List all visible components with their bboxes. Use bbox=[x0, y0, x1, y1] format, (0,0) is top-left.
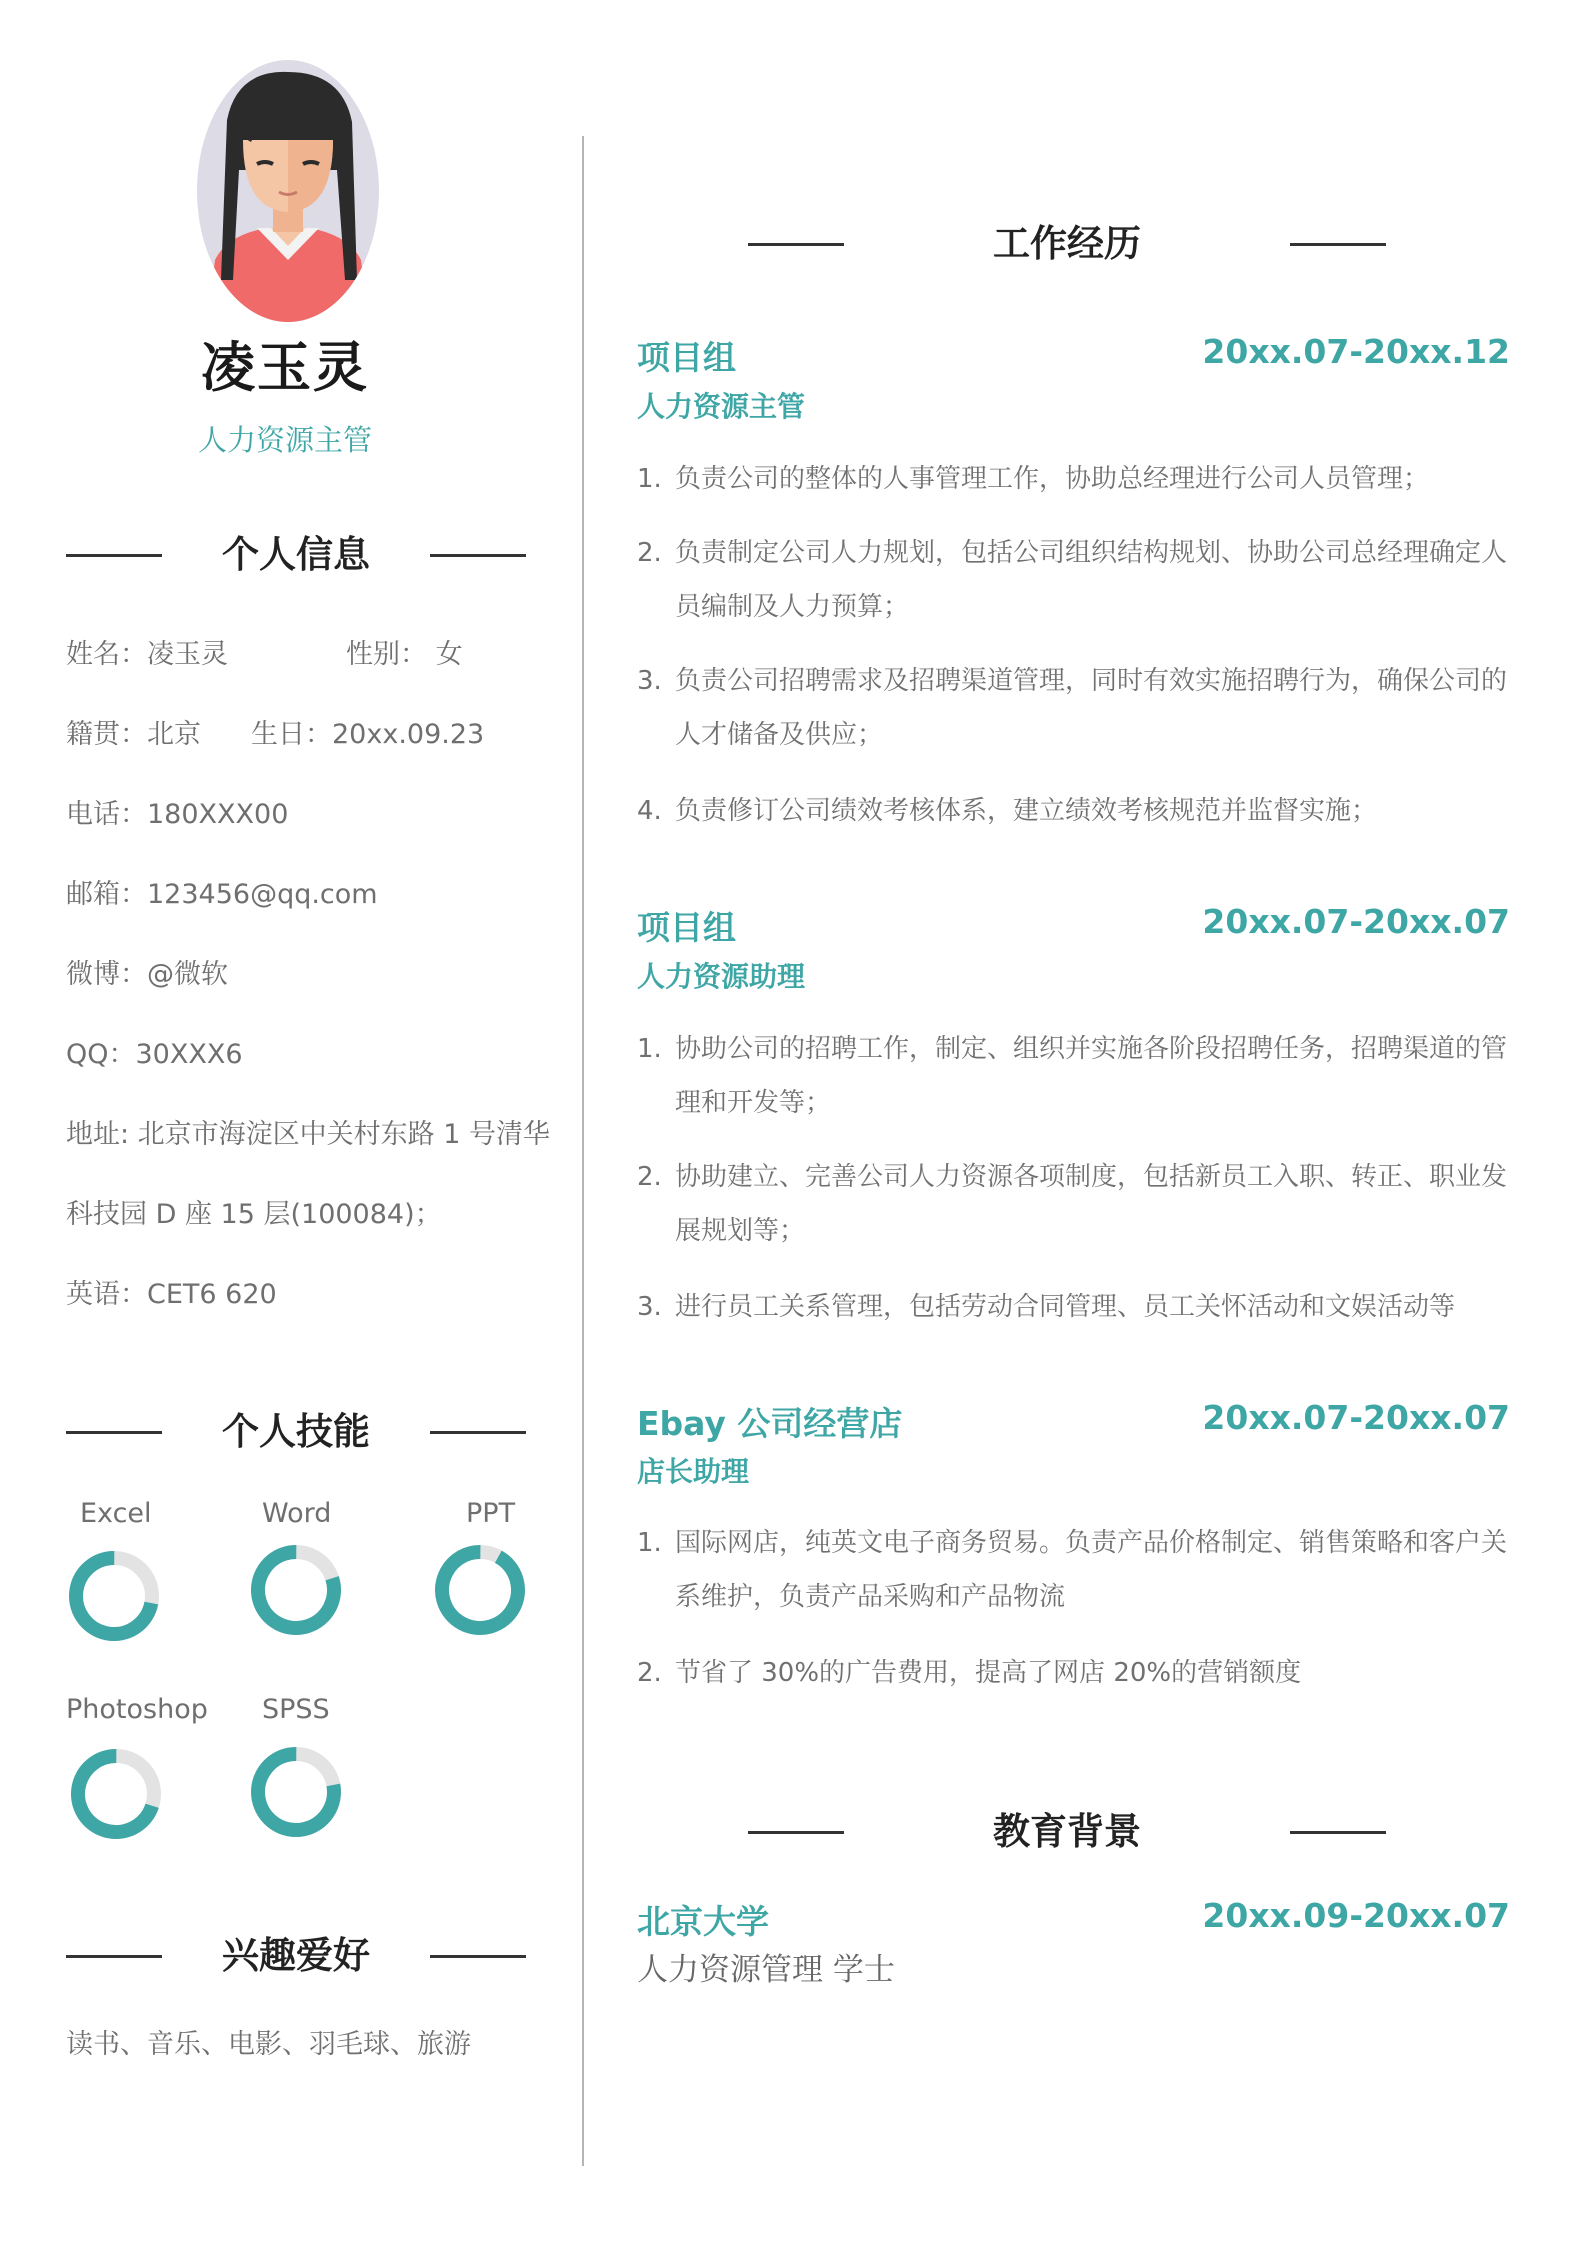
duty-text: 节省了 30%的广告费用，提高了网店 20%的营销额度 bbox=[675, 1658, 1302, 1688]
duty-text: 国际网店，纯英文电子商务贸易。负责产品价格制定、销售策略和客户关系维护，负责产品采购和产品物流 bbox=[675, 1528, 1508, 1612]
job-duty bbox=[637, 784, 1517, 838]
job-date: 20xx.07-20xx.12 bbox=[1202, 332, 1510, 371]
duty-number: 3. bbox=[637, 1292, 662, 1322]
duty-text: 负责公司的整体的人事管理工作，协助总经理进行公司人员管理； bbox=[675, 464, 1430, 494]
skill-ring-ppt bbox=[432, 1542, 528, 1638]
header-dash bbox=[430, 554, 526, 557]
info-native: 籍贯：北京 bbox=[66, 719, 201, 750]
avatar bbox=[197, 60, 379, 322]
duty-text: 负责公司招聘需求及招聘渠道管理，同时有效实施招聘行为，确保公司的人才储备及供应； bbox=[675, 666, 1508, 750]
skill-label-ppt: PPT bbox=[466, 1498, 516, 1529]
job-duty bbox=[637, 452, 1517, 506]
skill-label-photoshop: Photoshop bbox=[66, 1694, 208, 1725]
edu-major: 人力资源管理 学士 bbox=[637, 1952, 895, 1988]
left-column bbox=[0, 0, 582, 2245]
person-role: 人力资源主管 bbox=[197, 423, 372, 457]
info-gender: 性别： 女 bbox=[346, 639, 463, 670]
section-title: 个人信息 bbox=[222, 533, 370, 576]
duty-number: 3. bbox=[637, 666, 662, 696]
header-dash bbox=[430, 1431, 526, 1434]
job-title: 人力资源主管 bbox=[637, 390, 806, 423]
job-title: 店长助理 bbox=[637, 1455, 750, 1488]
job-duty bbox=[637, 1280, 1517, 1334]
job-title: 人力资源助理 bbox=[637, 960, 806, 993]
job-date: 20xx.07-20xx.07 bbox=[1202, 902, 1510, 941]
header-dash bbox=[1290, 243, 1386, 246]
skill-ring-fill bbox=[432, 1542, 528, 1638]
duty-number: 2. bbox=[637, 1658, 662, 1688]
job-duty bbox=[637, 526, 1517, 634]
duty-text: 协助建立、完善公司人力资源各项制度，包括新员工入职、转正、职业发展规划等； bbox=[675, 1162, 1508, 1246]
skill-ring-spss bbox=[248, 1744, 344, 1840]
info-birthday: 生日：20xx.09.23 bbox=[251, 719, 485, 750]
info-email: 邮箱：123456@qq.com bbox=[66, 879, 378, 910]
duty-number: 4. bbox=[637, 796, 662, 826]
info-qq: QQ：30XXX6 bbox=[66, 1039, 243, 1070]
info-address-line2: 科技园 D 座 15 层(100084)； bbox=[66, 1199, 442, 1230]
skill-ring-photoshop bbox=[68, 1746, 164, 1842]
job-duty bbox=[637, 1022, 1517, 1130]
section-header-work bbox=[748, 214, 1386, 274]
section-title: 工作经历 bbox=[993, 222, 1141, 265]
skill-label-word: Word bbox=[262, 1498, 332, 1529]
skill-label-spss: SPSS bbox=[262, 1694, 330, 1725]
info-name: 姓名：凌玉灵 bbox=[66, 639, 228, 670]
duty-number: 2. bbox=[637, 538, 662, 568]
skill-ring-fill bbox=[248, 1542, 344, 1638]
info-address-line1: 地址: 北京市海淀区中关村东路 1 号清华 bbox=[66, 1119, 551, 1150]
duty-text: 负责修订公司绩效考核体系，建立绩效考核规范并监督实施； bbox=[675, 796, 1378, 826]
duty-number: 1. bbox=[637, 1034, 662, 1064]
job-duty bbox=[637, 654, 1517, 762]
job-date: 20xx.07-20xx.07 bbox=[1202, 1398, 1510, 1437]
section-header-personal-info bbox=[66, 525, 526, 585]
edu-date: 20xx.09-20xx.07 bbox=[1202, 1896, 1510, 1935]
info-weibo: 微博：@微软 bbox=[66, 959, 228, 990]
info-english: 英语：CET6 620 bbox=[66, 1279, 277, 1310]
section-header-education bbox=[748, 1802, 1386, 1862]
job-org: 项目组 bbox=[637, 908, 736, 947]
job-org: Ebay 公司经营店 bbox=[637, 1404, 903, 1443]
duty-number: 1. bbox=[637, 464, 662, 494]
skill-ring-word bbox=[248, 1542, 344, 1638]
job-duty bbox=[637, 1646, 1517, 1700]
header-dash bbox=[430, 1955, 526, 1958]
job-org: 项目组 bbox=[637, 338, 736, 377]
person-name: 凌玉灵 bbox=[201, 336, 369, 399]
duty-text: 协助公司的招聘工作，制定、组织并实施各阶段招聘任务，招聘渠道的管理和开发等； bbox=[675, 1034, 1508, 1118]
duty-number: 1. bbox=[637, 1528, 662, 1558]
skill-label-excel: Excel bbox=[80, 1498, 152, 1529]
job-duty bbox=[637, 1516, 1517, 1624]
column-divider bbox=[582, 136, 584, 2166]
hobbies-text: 读书、音乐、电影、羽毛球、旅游 bbox=[66, 2029, 471, 2060]
duty-text: 负责制定公司人力规划，包括公司组织结构规划、协助公司总经理确定人员编制及人力预算； bbox=[675, 538, 1508, 622]
edu-school: 北京大学 bbox=[637, 1902, 769, 1941]
duty-number: 2. bbox=[637, 1162, 662, 1192]
section-header-hobbies bbox=[66, 1926, 526, 1986]
info-phone: 电话：180XXX00 bbox=[66, 799, 289, 830]
section-header-skills bbox=[66, 1402, 526, 1462]
header-dash bbox=[1290, 1831, 1386, 1834]
section-title: 教育背景 bbox=[993, 1810, 1141, 1853]
section-title: 兴趣爱好 bbox=[222, 1934, 370, 1977]
duty-text: 进行员工关系管理，包括劳动合同管理、员工关怀活动和文娱活动等 bbox=[675, 1292, 1456, 1322]
skill-ring-excel bbox=[66, 1548, 162, 1644]
section-title: 个人技能 bbox=[222, 1410, 370, 1453]
job-duty bbox=[637, 1150, 1517, 1258]
